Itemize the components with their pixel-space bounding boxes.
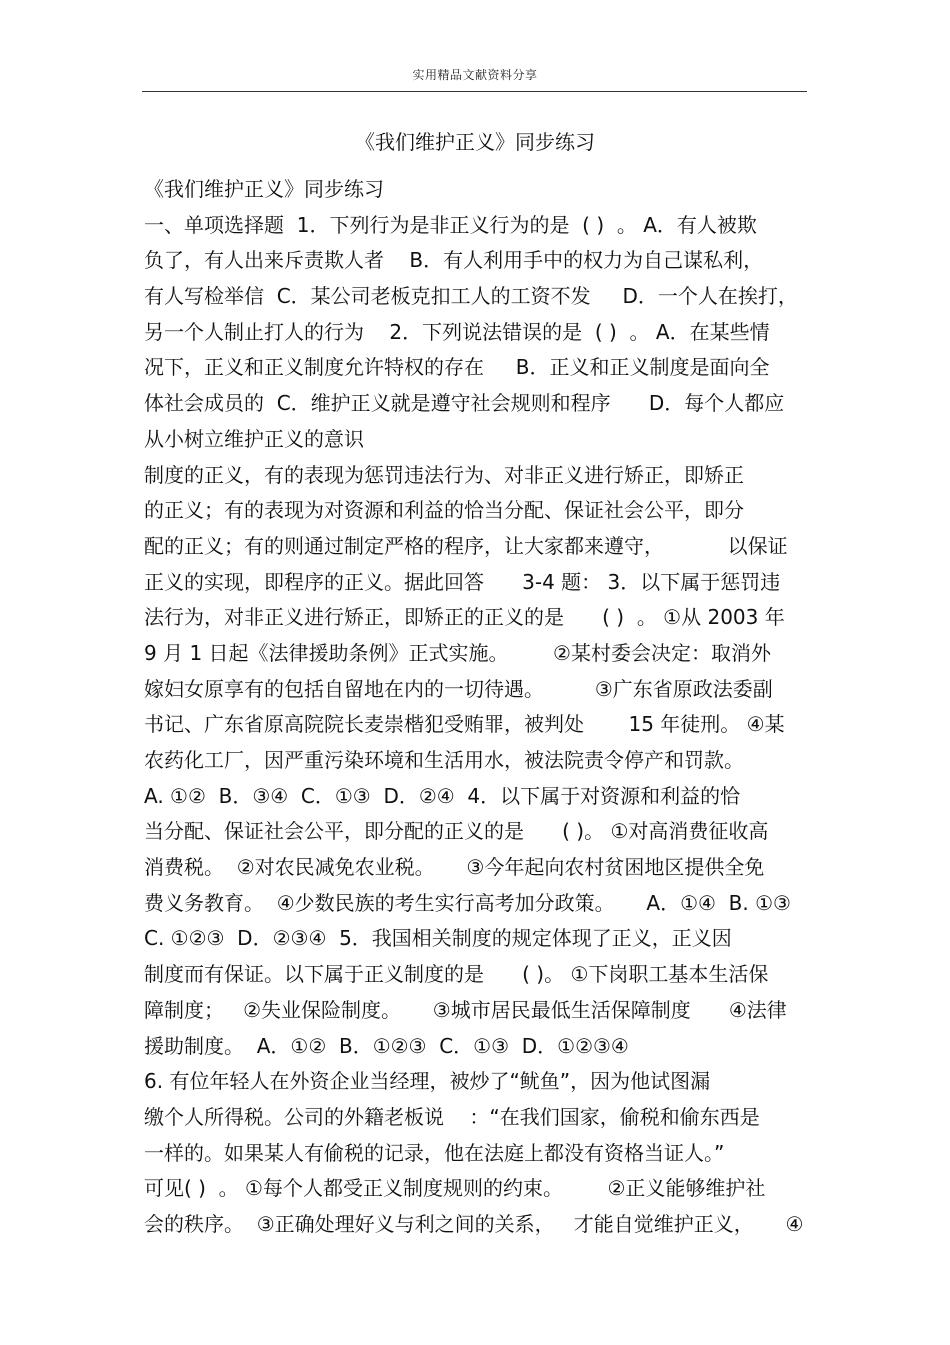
body-text-line: 一样的。如果某人有偷税的记录，他在法庭上都没有资格当证人。” xyxy=(144,1140,725,1165)
body-text-line: 制度的正义，有的表现为惩罚违法行为、对非正义进行矫正，即矫正 xyxy=(144,462,744,487)
body-text-line: 的正义；有的表现为对资源和利益的恰当分配、保证社会公平，即分 xyxy=(144,498,744,523)
body-text-line: 配的正义；有的则通过制定严格的程序，让大家都来遵守， 以保证 xyxy=(144,533,788,558)
body-text-line: 另一个人制止打人的行为 2．下列说法错误的是 ( ) 。 A．在某些情 xyxy=(144,319,770,344)
body-text-line: 有人写检举信 C．某公司老板克扣工人的工资不发 D．一个人在挨打， xyxy=(144,284,798,309)
body-text-line: 负了，有人出来斥责欺人者 B．有人利用手中的权力为自己谋私利， xyxy=(144,248,764,273)
body-text-line: 嫁妇女原享有的包括自留地在内的一切待遇。 ③广东省原政法委副 xyxy=(144,676,773,701)
document-body xyxy=(144,172,809,1243)
body-text-line: 9 月 1 日起《法律援助条例》正式实施。 ②某村委会决定：取消外 xyxy=(144,640,771,665)
body-text-line: 6. 有位年轻人在外资企业当经理，被炒了“鱿鱼”，因为他试图漏 xyxy=(144,1069,711,1094)
body-text-line: 当分配、保证社会公平，即分配的正义的是 ( )。 ①对高消费征收高 xyxy=(144,819,769,844)
body-text-line: 况下，正义和正义制度允许特权的存在 B．正义和正义制度是面向全 xyxy=(144,355,770,380)
body-text-line: 会的秩序。 ③正确处理好义与利之间的关系， 才能自觉维护正义， ④ xyxy=(144,1211,804,1236)
body-text-line: 缴个人所得税。公司的外籍老板说 ：“在我们国家，偷税和偷东西是 xyxy=(144,1104,760,1129)
body-text-line: 从小树立维护正义的意识 xyxy=(144,426,364,451)
body-text-line: 农药化工厂，因严重污染环境和生活用水，被法院责令停产和罚款。 xyxy=(144,748,744,772)
body-text-line: 体社会成员的 C．维护正义就是遵守社会规则和程序 D．每个人都应 xyxy=(144,391,785,416)
body-text-line: 制度而有保证。以下属于正义制度的是 ( )。 ①下岗职工基本生活保 xyxy=(144,962,769,987)
document-title: 《我们维护正义》同步练习 xyxy=(355,130,595,154)
page-header: 实用精品文献资料分享 xyxy=(412,68,538,82)
body-text-line: 书记、广东省原高院院长麦崇楷犯受贿罪，被判处 15 年徒刑。 ④某 xyxy=(144,712,785,737)
body-text-line: 援助制度。 A．①② B．①②③ C．①③ D．①②③④ xyxy=(144,1033,629,1058)
body-text-line: 可见( ) 。 ①每个人都受正义制度规则的约束。 ②正义能够维护社 xyxy=(144,1176,766,1201)
body-text-line: C. ①②③ D．②③④ 5．我国相关制度的规定体现了正义，正义因 xyxy=(144,926,732,951)
body-text-line: 正义的实现，即程序的正义。据此回答 3-4 题： 3．以下属于惩罚违 xyxy=(144,569,781,594)
body-text-line: 障制度； ②失业保险制度。 ③城市居民最低生活保障制度 ④法律 xyxy=(144,997,787,1022)
body-text-line: 一、单项选择题 1．下列行为是非正义行为的是 ( ) 。 A．有人被欺 xyxy=(144,212,757,237)
header-divider xyxy=(142,91,807,92)
body-text-line: 费义务教育。 ④少数民族的考生实行高考加分政策。 A．①④ B. ①③ xyxy=(144,890,791,915)
body-text-line: 《我们维护正义》同步练习 xyxy=(144,177,384,201)
body-text-line: A. ①② B．③④ C．①③ D．②④ 4．以下属于对资源和利益的恰 xyxy=(144,783,741,808)
body-text-line: 消费税。 ②对农民减免农业税。 ③今年起向农村贫困地区提供全免 xyxy=(144,855,765,880)
body-text-line: 法行为，对非正义进行矫正，即矫正的正义的是 ( ) 。 ①从 2003 年 xyxy=(144,605,785,630)
